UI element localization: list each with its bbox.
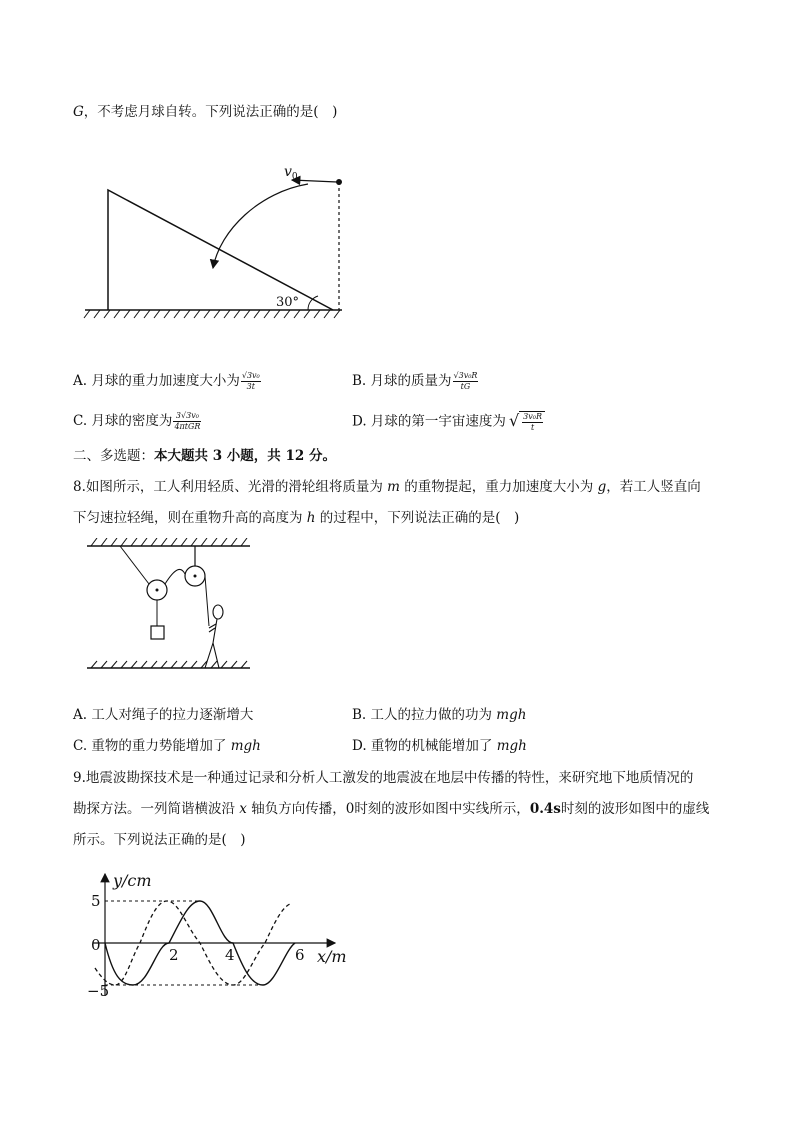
q9-line1: 9.地震波勘探技术是一种通过记录和分析人工激发的地震波在地层中传播的特性，来研究地下地质情况的 — [73, 770, 694, 786]
q7-intro — [73, 103, 337, 121]
trajectory-arc — [213, 184, 308, 268]
option-b-fraction: $\frac{\text{√3v₀R}}{tG}$ — [453, 371, 478, 391]
q8-line1: 8.如图所示，工人利用轻质、光滑的滑轮组将质量为 m 的重物提起，重力加速度大小为 g，若工人竖直向 — [73, 479, 701, 495]
v0-arrow — [292, 180, 337, 182]
y-tick-0: 0 — [91, 936, 101, 954]
q9-wave-figure — [85, 868, 355, 1008]
angle-label: 30° — [276, 295, 300, 310]
q8-option-b: B. 工人的拉力做的功为 mgh — [352, 707, 527, 723]
v0-label: $v_0$ — [284, 164, 298, 182]
incline-triangle — [108, 190, 333, 310]
rope-over — [165, 569, 185, 584]
q7-incline-figure — [80, 160, 350, 325]
y-tick-neg5: −5 — [87, 982, 110, 1000]
q9-line3: 所示。下列说法正确的是( ) — [73, 832, 246, 848]
q7-option-c: C. 月球的密度为 $\frac{\text{3√3v₀}}{\text{4πtGR}}$ — [73, 411, 201, 431]
rope-left — [120, 546, 149, 584]
q8-pulley-figure — [85, 538, 255, 678]
section-header-multi-choice: 二、多选题：本大题共 3 小题，共 12 分。 — [73, 448, 336, 464]
q7-option-a: A. 月球的重力加速度大小为 $\frac{\text{√3v₀}}{3t}$ — [73, 371, 260, 391]
y-tick-5: 5 — [91, 892, 101, 910]
q7-intro-text: ，不考虑月球自转。下列说法正确的是( ) — [83, 104, 338, 120]
x-axis-label: x/m — [317, 947, 347, 966]
q8-option-d: D. 重物的机械能增加了 mgh — [352, 738, 527, 754]
ground-hatch — [84, 310, 340, 318]
rope-down — [205, 576, 209, 626]
q8-option-a: A. 工人对绳子的拉力逐渐增大 — [73, 707, 254, 723]
x-tick-6: 6 — [295, 946, 305, 964]
x-tick-4: 4 — [225, 946, 235, 964]
y-axis-label: y/cm — [113, 871, 152, 890]
q7-option-b: B. 月球的质量为 $\frac{\text{√3v₀R}}{tG}$ — [352, 371, 478, 391]
option-c-fraction: $\frac{\text{3√3v₀}}{\text{4πtGR}}$ — [174, 411, 201, 431]
option-a-fraction: $\frac{\text{√3v₀}}{3t}$ — [241, 371, 260, 391]
q8-line2: 下匀速拉轻绳，则在重物升高的高度为 h 的过程中，下列说法正确的是( ) — [73, 510, 520, 526]
q7-var-g: G — [73, 104, 84, 120]
hanging-weight — [151, 626, 164, 639]
ceiling-hatch — [91, 538, 247, 546]
q8-option-c: C. 重物的重力势能增加了 mgh — [73, 738, 261, 754]
q9-line2: 勘探方法。一列简谐横波沿 x 轴负方向传播，0时刻的波形如图中实线所示，0.4s时刻的波形如图中的虚线 — [73, 801, 710, 817]
x-tick-2: 2 — [169, 946, 179, 964]
option-d-sqrt: √ $\frac{\text{3v₀R}}{t}$ — [509, 411, 545, 433]
floor-hatch — [91, 661, 247, 668]
q7-option-d: D. 月球的第一宇宙速度为 √ $\frac{\text{3v₀R}}{t}$ — [352, 411, 545, 433]
